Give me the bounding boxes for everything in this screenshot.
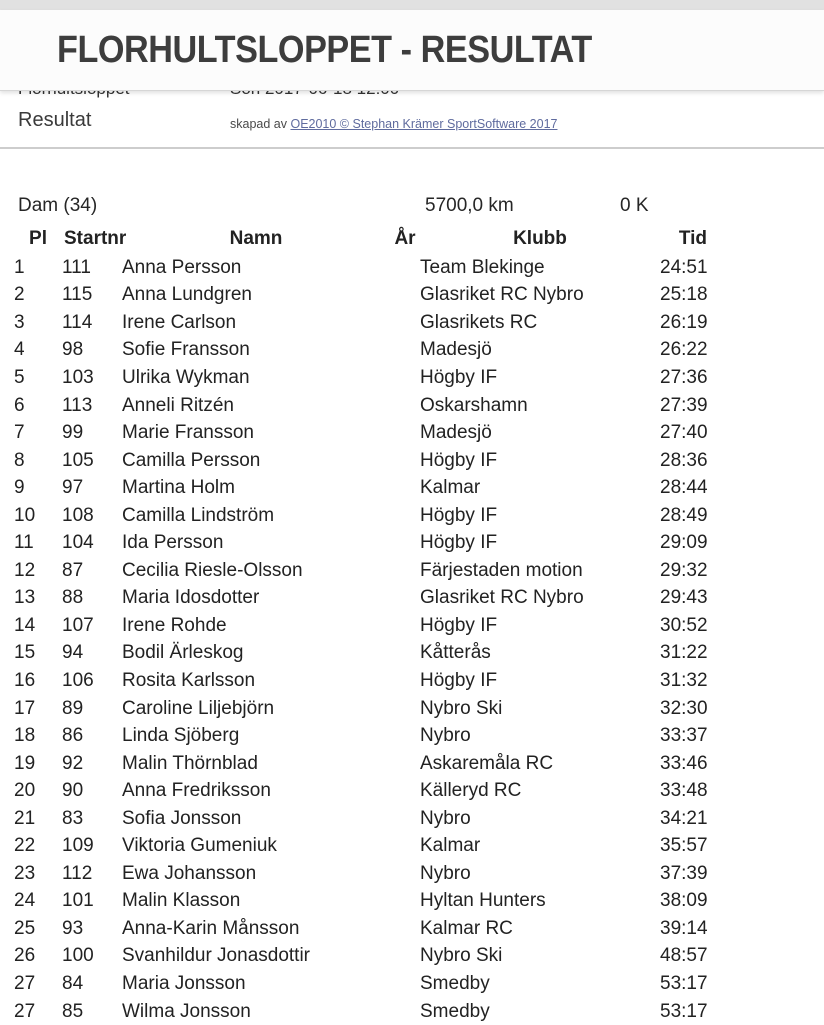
- header-tid: Tid: [678, 228, 707, 249]
- cell-klubb: Nybro: [420, 725, 471, 747]
- table-row: [14, 612, 707, 640]
- cell-tid: 31:22: [660, 642, 708, 664]
- cell-pl: 15: [14, 642, 36, 664]
- cell-pl: 14: [14, 614, 36, 636]
- cell-ar: [390, 695, 420, 723]
- cell-namn: Sofia Jonsson: [122, 807, 242, 829]
- cell-startnr: 115: [62, 284, 93, 306]
- table-row: [14, 337, 707, 365]
- cell-ar: [390, 557, 420, 585]
- table-row: [14, 888, 707, 916]
- cell-ar: [390, 392, 420, 420]
- class-controls: 0 K: [620, 195, 649, 216]
- cell-klubb: Glasriket RC Nybro: [420, 284, 584, 306]
- cell-klubb: Nybro Ski: [420, 697, 503, 719]
- table-row: [14, 860, 707, 888]
- results-body: [14, 254, 707, 1025]
- cell-pl: 9: [14, 477, 25, 499]
- cell-tid: 26:19: [660, 311, 708, 333]
- cell-ar: [390, 970, 420, 998]
- cell-namn: Linda Sjöberg: [122, 725, 240, 747]
- table-row: [14, 805, 707, 833]
- cell-startnr: 99: [62, 422, 84, 444]
- cell-ar: [390, 667, 420, 695]
- cell-namn: Bodil Ärleskog: [122, 642, 244, 664]
- cell-namn: Anna-Karin Månsson: [122, 917, 300, 939]
- cell-klubb: Högby IF: [420, 532, 498, 554]
- cell-klubb: Kalmar: [420, 477, 481, 499]
- cell-startnr: 105: [62, 449, 94, 471]
- cell-startnr: 100: [62, 945, 94, 967]
- cell-namn: Marie Fransson: [122, 422, 254, 444]
- cell-startnr: 114: [62, 311, 93, 333]
- cell-ar: [390, 585, 420, 613]
- cell-pl: 21: [14, 807, 36, 829]
- cell-ar: [390, 998, 420, 1025]
- cell-tid: 26:22: [660, 339, 708, 361]
- cell-tid: 32:30: [660, 697, 708, 719]
- cell-klubb: Team Blekinge: [420, 256, 545, 278]
- cell-klubb: Glasriket RC Nybro: [420, 587, 584, 609]
- cell-pl: 5: [14, 366, 25, 388]
- cell-pl: 1: [14, 256, 25, 278]
- cell-namn: Rosita Karlsson: [122, 669, 256, 691]
- cell-ar: [390, 309, 420, 337]
- cell-startnr: 112: [62, 862, 93, 884]
- cell-namn: Anneli Ritzén: [122, 394, 234, 416]
- header-startnr: Startnr: [64, 228, 127, 249]
- table-row: [14, 557, 707, 585]
- cell-namn: Sofie Fransson: [122, 339, 250, 361]
- cell-ar: [390, 640, 420, 668]
- cell-pl: 22: [14, 835, 36, 857]
- cell-pl: 23: [14, 862, 36, 884]
- cell-pl: 20: [14, 780, 36, 802]
- cell-klubb: Glasrikets RC: [420, 311, 538, 333]
- table-row: [14, 832, 707, 860]
- software-credit-link[interactable]: OE2010 © Stephan Krämer SportSoftware 2017: [290, 117, 558, 131]
- cell-namn: Irene Carlson: [122, 311, 237, 333]
- cell-klubb: Kåtterås: [420, 642, 491, 664]
- cell-pl: 26: [14, 945, 36, 967]
- results-table-header: [14, 224, 707, 254]
- table-row: [14, 998, 707, 1025]
- cell-ar: [390, 282, 420, 310]
- cell-tid: 29:43: [660, 587, 708, 609]
- cell-namn: Viktoria Gumeniuk: [122, 835, 277, 857]
- cell-tid: 37:39: [660, 862, 708, 884]
- cell-klubb: Nybro Ski: [420, 945, 503, 967]
- cell-pl: 8: [14, 449, 25, 471]
- cell-ar: [390, 943, 420, 971]
- cell-namn: Ida Persson: [122, 532, 224, 554]
- cell-tid: 29:09: [660, 532, 708, 554]
- cell-ar: [390, 777, 420, 805]
- table-row: [14, 777, 707, 805]
- cell-startnr: 104: [62, 532, 94, 554]
- cell-klubb: Madesjö: [420, 422, 492, 444]
- table-row: [14, 915, 707, 943]
- results-table: [14, 224, 707, 1025]
- cell-tid: 31:32: [660, 669, 708, 691]
- class-distance: 5700,0 km: [425, 195, 514, 216]
- page-top-strip: [0, 0, 824, 10]
- table-row: [14, 474, 707, 502]
- cell-namn: Svanhildur Jonasdottir: [122, 945, 310, 967]
- cell-namn: Irene Rohde: [122, 614, 227, 636]
- cell-startnr: 88: [62, 587, 84, 609]
- cell-pl: 18: [14, 725, 36, 747]
- page-header: [0, 10, 824, 91]
- cell-tid: 25:18: [660, 284, 708, 306]
- cell-startnr: 86: [62, 725, 84, 747]
- cell-namn: Maria Jonsson: [122, 972, 246, 994]
- cell-ar: [390, 722, 420, 750]
- cell-namn: Malin Klasson: [122, 890, 241, 912]
- cell-klubb: Nybro: [420, 862, 471, 884]
- cell-namn: Anna Lundgren: [122, 284, 252, 306]
- cell-startnr: 113: [62, 394, 93, 416]
- cell-pl: 27: [14, 972, 36, 994]
- cell-klubb: Högby IF: [420, 449, 498, 471]
- cell-klubb: Kalmar: [420, 835, 481, 857]
- cell-tid: 27:40: [660, 422, 708, 444]
- cell-startnr: 103: [62, 366, 94, 388]
- cell-startnr: 106: [62, 669, 94, 691]
- table-row: [14, 364, 707, 392]
- cell-ar: [390, 832, 420, 860]
- cell-pl: 11: [14, 532, 34, 554]
- created-by-line: [230, 117, 557, 131]
- cell-startnr: 89: [62, 697, 84, 719]
- cell-ar: [390, 860, 420, 888]
- table-row: [14, 392, 707, 420]
- cell-tid: 30:52: [660, 614, 708, 636]
- cell-pl: 27: [14, 1000, 36, 1022]
- cell-klubb: Oskarshamn: [420, 394, 528, 416]
- cell-pl: 7: [14, 422, 25, 444]
- cell-pl: 16: [14, 669, 36, 691]
- cell-tid: 29:32: [660, 559, 708, 581]
- cell-namn: Cecilia Riesle-Olsson: [122, 559, 303, 581]
- cell-namn: Malin Thörnblad: [122, 752, 258, 774]
- table-row: [14, 667, 707, 695]
- cell-ar: [390, 612, 420, 640]
- page-title: FLORHULTSLOPPET - RESULTAT: [57, 28, 592, 71]
- cell-pl: 4: [14, 339, 25, 361]
- cell-tid: 33:48: [660, 780, 708, 802]
- cell-klubb: Smedby: [420, 1000, 490, 1022]
- cell-tid: 35:57: [660, 835, 708, 857]
- cell-ar: [390, 750, 420, 778]
- cell-klubb: Källeryd RC: [420, 780, 522, 802]
- cell-ar: [390, 529, 420, 557]
- cell-namn: Caroline Liljebjörn: [122, 697, 275, 719]
- cell-startnr: 109: [62, 835, 94, 857]
- cell-namn: Anna Fredriksson: [122, 780, 271, 802]
- cell-tid: 53:17: [660, 1000, 708, 1022]
- cell-ar: [390, 888, 420, 916]
- cell-startnr: 94: [62, 642, 84, 664]
- table-row: [14, 282, 707, 310]
- cell-pl: 12: [14, 559, 36, 581]
- cell-pl: 17: [14, 697, 36, 719]
- cell-tid: 48:57: [660, 945, 708, 967]
- table-row: [14, 585, 707, 613]
- table-row: [14, 254, 707, 282]
- cell-startnr: 107: [62, 614, 94, 636]
- cell-ar: [390, 337, 420, 365]
- cell-pl: 10: [14, 504, 36, 526]
- table-row: [14, 502, 707, 530]
- cell-klubb: Högby IF: [420, 504, 498, 526]
- cell-startnr: 92: [62, 752, 84, 774]
- cell-namn: Ewa Johansson: [122, 862, 257, 884]
- cell-tid: 27:36: [660, 366, 708, 388]
- cell-klubb: Hyltan Hunters: [420, 890, 546, 912]
- cell-startnr: 85: [62, 1000, 84, 1022]
- table-row: [14, 309, 707, 337]
- cell-startnr: 84: [62, 972, 84, 994]
- cell-ar: [390, 805, 420, 833]
- cell-ar: [390, 419, 420, 447]
- cell-klubb: Färjestaden motion: [420, 559, 583, 581]
- table-row: [14, 722, 707, 750]
- cell-pl: 19: [14, 752, 36, 774]
- cell-klubb: Högby IF: [420, 669, 498, 691]
- cell-namn: Anna Persson: [122, 256, 242, 278]
- cell-tid: 33:37: [660, 725, 708, 747]
- cell-tid: 53:17: [660, 972, 708, 994]
- table-row: [14, 943, 707, 971]
- cell-ar: [390, 254, 420, 282]
- cell-klubb: Högby IF: [420, 366, 498, 388]
- cell-pl: 13: [14, 587, 36, 609]
- cell-startnr: 83: [62, 807, 84, 829]
- table-row: [14, 640, 707, 668]
- cell-ar: [390, 915, 420, 943]
- table-row: [14, 529, 707, 557]
- cell-startnr: 97: [62, 477, 84, 499]
- table-row: [14, 419, 707, 447]
- cell-startnr: 93: [62, 917, 84, 939]
- cell-tid: 38:09: [660, 890, 708, 912]
- cell-pl: 25: [14, 917, 36, 939]
- cell-tid: 24:51: [660, 256, 708, 278]
- cell-startnr: 87: [62, 559, 84, 581]
- cell-namn: Maria Idosdotter: [122, 587, 260, 609]
- cell-namn: Camilla Lindström: [122, 504, 275, 526]
- cell-startnr: 108: [62, 504, 94, 526]
- table-row: [14, 970, 707, 998]
- cell-startnr: 98: [62, 339, 84, 361]
- cell-ar: [390, 364, 420, 392]
- header-klubb: Klubb: [513, 228, 567, 249]
- cell-pl: 2: [14, 284, 25, 306]
- header-divider: [0, 147, 824, 149]
- header-namn: Namn: [229, 228, 283, 249]
- table-row: [14, 447, 707, 475]
- cell-klubb: Madesjö: [420, 339, 492, 361]
- cell-pl: 24: [14, 890, 36, 912]
- cell-namn: Wilma Jonsson: [122, 1000, 251, 1022]
- cell-klubb: Smedby: [420, 972, 490, 994]
- header-pl: Pl: [29, 228, 47, 249]
- cell-tid: 28:49: [660, 504, 708, 526]
- cell-startnr: 101: [62, 890, 94, 912]
- created-by-prefix: skapad av: [230, 117, 291, 131]
- cell-tid: 28:36: [660, 449, 708, 471]
- cell-ar: [390, 474, 420, 502]
- header-ar: År: [394, 228, 416, 249]
- cell-klubb: Nybro: [420, 807, 471, 829]
- cell-tid: 39:14: [660, 917, 708, 939]
- header-row: [14, 224, 707, 254]
- table-row: [14, 750, 707, 778]
- cell-tid: 33:46: [660, 752, 708, 774]
- cell-startnr: 111: [62, 256, 91, 278]
- cell-klubb: Högby IF: [420, 614, 498, 636]
- cell-pl: 3: [14, 311, 25, 333]
- cell-ar: [390, 502, 420, 530]
- cell-tid: 34:21: [660, 807, 708, 829]
- cell-namn: Martina Holm: [122, 477, 235, 499]
- cell-namn: Ulrika Wykman: [122, 366, 250, 388]
- report-type-label: Resultat: [18, 109, 92, 131]
- table-row: [14, 695, 707, 723]
- class-header: Dam (34): [18, 195, 98, 216]
- cell-tid: 27:39: [660, 394, 708, 416]
- cell-ar: [390, 447, 420, 475]
- cell-namn: Camilla Persson: [122, 449, 261, 471]
- cell-tid: 28:44: [660, 477, 708, 499]
- cell-klubb: Kalmar RC: [420, 917, 513, 939]
- cell-pl: 6: [14, 394, 25, 416]
- cell-startnr: 90: [62, 780, 84, 802]
- cell-klubb: Askaremåla RC: [420, 752, 554, 774]
